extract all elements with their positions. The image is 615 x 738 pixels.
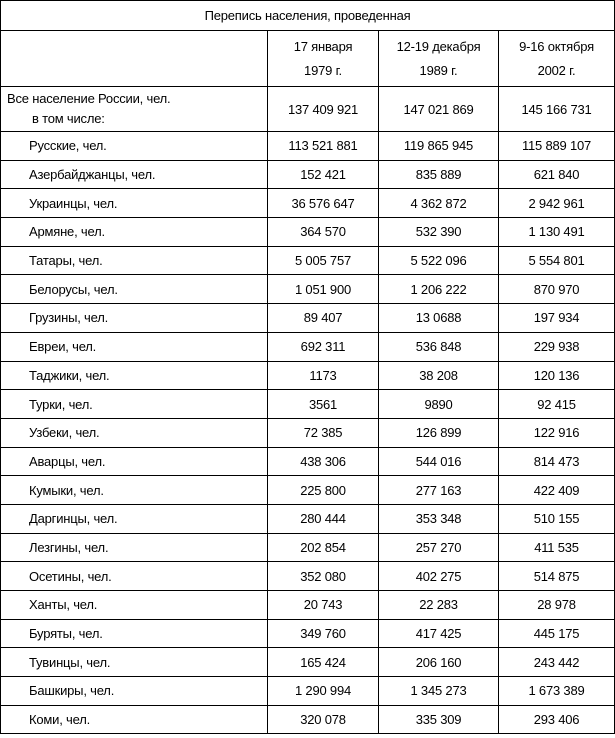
row-value: 115 889 107 — [499, 132, 615, 161]
row-label: Ханты, чел. — [1, 591, 268, 620]
total-row-value-1989: 147 021 869 — [379, 87, 499, 132]
row-value: 814 473 — [499, 447, 615, 476]
table-row — [1, 361, 615, 390]
row-value: 9890 — [379, 390, 499, 419]
row-value: 243 442 — [499, 648, 615, 677]
row-value: 257 270 — [379, 533, 499, 562]
table-row — [1, 533, 615, 562]
row-value: 2 942 961 — [499, 189, 615, 218]
row-value: 119 865 945 — [379, 132, 499, 161]
row-label: Узбеки, чел. — [1, 418, 268, 447]
table-row — [1, 447, 615, 476]
table-title-row — [1, 1, 615, 31]
column-header-2002-line1: 9-16 октября — [519, 38, 594, 54]
total-row-value-1979: 137 409 921 — [268, 87, 379, 132]
row-label: Коми, чел. — [1, 705, 268, 734]
total-row-label — [1, 87, 268, 132]
row-value: 1 051 900 — [268, 275, 379, 304]
total-row-value-2002: 145 166 731 — [499, 87, 615, 132]
table-row — [1, 246, 615, 275]
row-value: 411 535 — [499, 533, 615, 562]
row-label: Русские, чел. — [1, 132, 268, 161]
row-value: 621 840 — [499, 160, 615, 189]
table-row — [1, 160, 615, 189]
row-value: 536 848 — [379, 332, 499, 361]
row-label: Даргинцы, чел. — [1, 504, 268, 533]
row-value: 514 875 — [499, 562, 615, 591]
row-value: 22 283 — [379, 591, 499, 620]
row-value: 417 425 — [379, 619, 499, 648]
table-row — [1, 591, 615, 620]
row-value: 1 206 222 — [379, 275, 499, 304]
row-label: Башкиры, чел. — [1, 677, 268, 706]
row-label: Украинцы, чел. — [1, 189, 268, 218]
table-title: Перепись населения, проведенная — [1, 1, 615, 31]
row-value: 438 306 — [268, 447, 379, 476]
row-value: 126 899 — [379, 418, 499, 447]
row-label: Кумыки, чел. — [1, 476, 268, 505]
row-value: 4 362 872 — [379, 189, 499, 218]
table-row — [1, 332, 615, 361]
column-header-1989-line2: 1989 г. — [419, 62, 458, 78]
row-value: 277 163 — [379, 476, 499, 505]
row-label: Тувинцы, чел. — [1, 648, 268, 677]
row-value: 5 554 801 — [499, 246, 615, 275]
row-value: 28 978 — [499, 591, 615, 620]
row-value: 120 136 — [499, 361, 615, 390]
row-value: 152 421 — [268, 160, 379, 189]
table-row — [1, 218, 615, 247]
row-value: 544 016 — [379, 447, 499, 476]
row-value: 510 155 — [499, 504, 615, 533]
table-row — [1, 504, 615, 533]
row-value: 280 444 — [268, 504, 379, 533]
row-value: 38 208 — [379, 361, 499, 390]
column-header-1989 — [379, 31, 499, 87]
row-label: Аварцы, чел. — [1, 447, 268, 476]
row-label: Осетины, чел. — [1, 562, 268, 591]
row-value: 1 290 994 — [268, 677, 379, 706]
table-row — [1, 562, 615, 591]
row-value: 1 345 273 — [379, 677, 499, 706]
column-header-2002 — [499, 31, 615, 87]
table-row — [1, 275, 615, 304]
row-label: Буряты, чел. — [1, 619, 268, 648]
row-label: Турки, чел. — [1, 390, 268, 419]
row-value: 206 160 — [379, 648, 499, 677]
table-row — [1, 677, 615, 706]
row-value: 36 576 647 — [268, 189, 379, 218]
row-value: 72 385 — [268, 418, 379, 447]
row-label: Таджики, чел. — [1, 361, 268, 390]
row-value: 353 348 — [379, 504, 499, 533]
empty-header-cell — [1, 31, 268, 87]
row-label: Евреи, чел. — [1, 332, 268, 361]
row-value: 293 406 — [499, 705, 615, 734]
row-value: 335 309 — [379, 705, 499, 734]
row-value: 225 800 — [268, 476, 379, 505]
row-value: 197 934 — [499, 304, 615, 333]
table-row — [1, 189, 615, 218]
table-row — [1, 132, 615, 161]
row-value: 92 415 — [499, 390, 615, 419]
column-header-1979 — [268, 31, 379, 87]
row-value: 352 080 — [268, 562, 379, 591]
row-value: 113 521 881 — [268, 132, 379, 161]
table-row — [1, 390, 615, 419]
row-label: Армяне, чел. — [1, 218, 268, 247]
row-value: 1 130 491 — [499, 218, 615, 247]
table-row — [1, 476, 615, 505]
row-value: 402 275 — [379, 562, 499, 591]
row-value: 445 175 — [499, 619, 615, 648]
row-value: 13 0688 — [379, 304, 499, 333]
table-row — [1, 418, 615, 447]
row-label: Белорусы, чел. — [1, 275, 268, 304]
column-header-1979-line1: 17 января — [293, 38, 353, 54]
row-value: 364 570 — [268, 218, 379, 247]
row-value: 692 311 — [268, 332, 379, 361]
total-row — [1, 87, 615, 132]
row-label: Лезгины, чел. — [1, 533, 268, 562]
total-row-label-line1: Все население России, чел. — [7, 91, 171, 106]
row-value: 1 673 389 — [499, 677, 615, 706]
table-row — [1, 648, 615, 677]
row-value: 89 407 — [268, 304, 379, 333]
row-label: Грузины, чел. — [1, 304, 268, 333]
column-header-1979-line2: 1979 г. — [304, 62, 342, 78]
row-value: 349 760 — [268, 619, 379, 648]
row-value: 202 854 — [268, 533, 379, 562]
column-header-row — [1, 31, 615, 87]
row-value: 835 889 — [379, 160, 499, 189]
total-row-label-line2: в том числе: — [32, 111, 105, 126]
row-value: 122 916 — [499, 418, 615, 447]
row-value: 229 938 — [499, 332, 615, 361]
row-value: 870 970 — [499, 275, 615, 304]
table-row — [1, 304, 615, 333]
table-row — [1, 619, 615, 648]
row-value: 422 409 — [499, 476, 615, 505]
row-label: Азербайджанцы, чел. — [1, 160, 268, 189]
table-row — [1, 705, 615, 734]
row-value: 165 424 — [268, 648, 379, 677]
row-label: Татары, чел. — [1, 246, 268, 275]
row-value: 532 390 — [379, 218, 499, 247]
column-header-1989-line1: 12-19 декабря — [396, 38, 481, 54]
row-value: 320 078 — [268, 705, 379, 734]
column-header-2002-line2: 2002 г. — [537, 62, 576, 78]
row-value: 5 522 096 — [379, 246, 499, 275]
row-value: 20 743 — [268, 591, 379, 620]
row-value: 1173 — [268, 361, 379, 390]
row-value: 3561 — [268, 390, 379, 419]
row-value: 5 005 757 — [268, 246, 379, 275]
